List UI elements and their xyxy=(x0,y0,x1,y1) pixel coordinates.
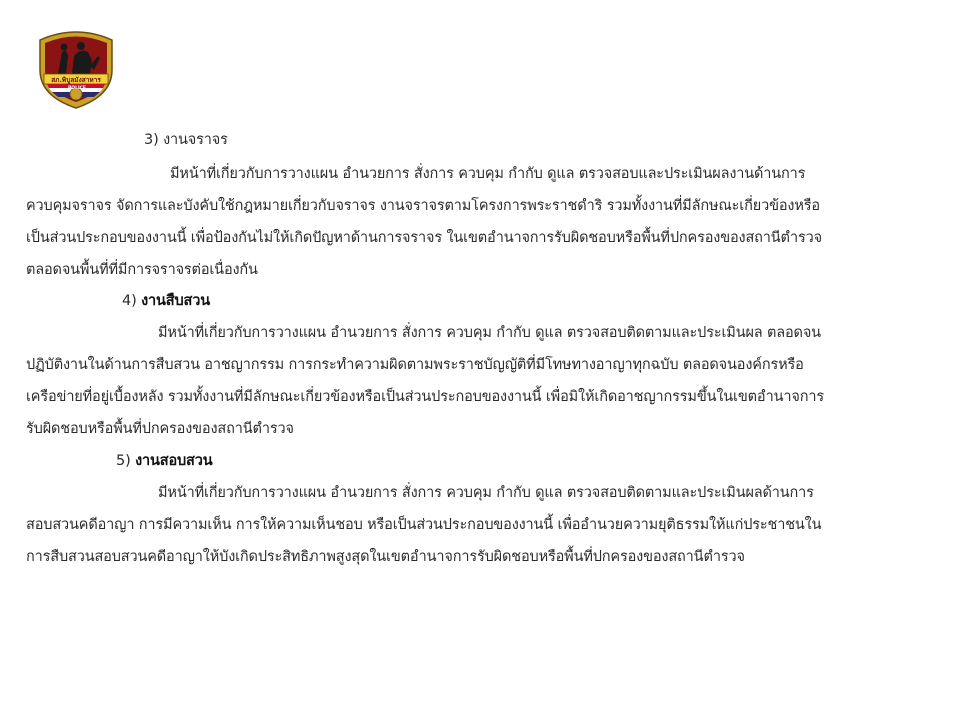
section-4-line-2: ปฏิบัติงานในด้านการสืบสวน อาชญากรรม การกระทำความผิดตามพระราชบัญญัติที่มีโทษทางอาญาทุกฉบับ ตลอดจนองค์กรหรือ xyxy=(26,357,804,373)
section-4-line-3: เครือข่ายที่อยู่เบื้องหลัง รวมทั้งงานที่มีลักษณะเกี่ยวข้องหรือเป็นส่วนประกอบของงานนี้ เพื่อมิให้เกิดอาชญากรรมขึ้นในเขตอำนาจการ xyxy=(26,389,824,405)
section-3-line-1: มีหน้าที่เกี่ยวกับการวางแผน อำนวยการ สั่งการ ควบคุม กำกับ ดูแล ตรวจสอบและประเมินผลงานด้านการ xyxy=(170,166,806,182)
logo-badge-text: POLICE xyxy=(67,86,87,91)
section-3-title: งานจราจร xyxy=(163,132,228,148)
section-5-title: งานสอบสวน xyxy=(135,453,213,469)
section-4-line-4: รับผิดชอบหรือพื้นที่ปกครองของสถานีตำรวจ xyxy=(26,421,294,437)
section-5-line-1: มีหน้าที่เกี่ยวกับการวางแผน อำนวยการ สั่งการ ควบคุม กำกับ ดูแล ตรวจสอบติดตามและประเมินผลด้านการ xyxy=(158,485,814,501)
section-3-number: 3) xyxy=(144,132,159,148)
section-4-title: งานสืบสวน xyxy=(141,293,210,309)
section-5-heading xyxy=(116,451,213,471)
section-3-line-2: ควบคุมจราจร จัดการและบังคับใช้กฎหมายเกี่ยวกับจราจร งานจราจรตามโครงการพระราชดำริ รวมทั้งงานที่มีลักษณะเกี่ยวข้องหรือ xyxy=(26,198,820,214)
section-5-number: 5) xyxy=(116,453,131,469)
section-4-number: 4) xyxy=(122,293,137,309)
section-3-line-3: เป็นส่วนประกอบของงานนี้ เพื่อป้องกันไม่ให้เกิดปัญหาด้านการจราจร ในเขตอำนาจการรับผิดชอบหรือพื้นที่ปกครองของสถานีตำรวจ xyxy=(26,230,822,246)
logo-banner-text: สภ.พิบูลมังสาหาร xyxy=(51,76,101,84)
section-4-heading xyxy=(122,291,210,311)
section-3-heading xyxy=(144,130,228,150)
section-3-line-4: ตลอดจนพื้นที่ที่มีการจราจรต่อเนื่องกัน xyxy=(26,262,258,278)
section-5-line-3: การสืบสวนสอบสวนคดีอาญาให้บังเกิดประสิทธิภาพสูงสุดในเขตอำนาจการรับผิดชอบหรือพื้นที่ปกครองของสถานีตำรวจ xyxy=(26,549,745,565)
section-5-line-2: สอบสวนคดีอาญา การมีความเห็น การให้ความเห็นชอบ หรือเป็นส่วนประกอบของงานนี้ เพื่ออำนวยความยุติธรรมให้แก่ประชาชนใน xyxy=(26,517,822,533)
section-4-line-1: มีหน้าที่เกี่ยวกับการวางแผน อำนวยการ สั่งการ ควบคุม กำกับ ดูแล ตรวจสอบติดตามและประเมินผล ตลอดจน xyxy=(158,325,821,341)
